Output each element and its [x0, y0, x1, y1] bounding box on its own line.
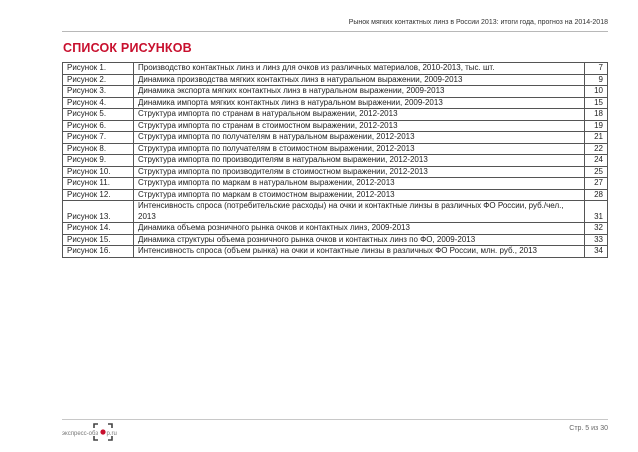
- figure-page: 27: [585, 178, 608, 190]
- figure-row: [63, 223, 608, 235]
- figure-row: [63, 201, 608, 223]
- page-number: Стр. 5 из 30: [569, 425, 608, 432]
- running-header: Рынок мягких контактных линз в России 2013: итоги года, прогноз на 2014-2018: [348, 19, 608, 26]
- svg-text:экспресс-обз: экспресс-обз: [62, 431, 99, 437]
- figure-page: 21: [585, 132, 608, 144]
- figure-label: Рисунок 5.: [63, 109, 134, 121]
- figure-title: Структура импорта по производителям в натуральном выражении, 2012-2013: [134, 155, 585, 167]
- figure-page: 24: [585, 155, 608, 167]
- figure-label: Рисунок 2.: [63, 74, 134, 86]
- figure-title: Структура импорта по получателям в натуральном выражении, 2012-2013: [134, 132, 585, 144]
- figure-row: [63, 63, 608, 75]
- figure-title: Динамика экспорта мягких контактных линз в натуральном выражении, 2009-2013: [134, 86, 585, 98]
- figure-title: Интенсивность спроса (объем рынка) на очки и контактные линзы в различных ФО России, млн. руб., 2013: [134, 246, 585, 258]
- figure-label: Рисунок 1.: [63, 63, 134, 75]
- figure-row: [63, 234, 608, 246]
- figure-title: Структура импорта по маркам в натуральном выражении, 2012-2013: [134, 178, 585, 190]
- figure-title: Структура импорта по получателям в стоимостном выражении, 2012-2013: [134, 143, 585, 155]
- figure-row: [63, 132, 608, 144]
- figure-page: 10: [585, 86, 608, 98]
- figure-label: Рисунок 8.: [63, 143, 134, 155]
- figure-row: [63, 143, 608, 155]
- figures-table: [62, 62, 608, 258]
- figure-label: Рисунок 11.: [63, 178, 134, 190]
- figure-label: Рисунок 16.: [63, 246, 134, 258]
- figure-row: [63, 178, 608, 190]
- figure-title: Динамика производства мягких контактных линз в натуральном выражении, 2009-2013: [134, 74, 585, 86]
- figure-title: Структура импорта по маркам в стоимостном выражении, 2012-2013: [134, 189, 585, 201]
- figure-title: Структура импорта по странам в натуральном выражении, 2012-2013: [134, 109, 585, 121]
- figure-label: Рисунок 15.: [63, 234, 134, 246]
- figure-page: 31: [585, 201, 608, 223]
- figure-page: 7: [585, 63, 608, 75]
- figure-label: Рисунок 4.: [63, 97, 134, 109]
- publisher-logo: [62, 421, 152, 443]
- figure-label: Рисунок 12.: [63, 189, 134, 201]
- figure-page: 19: [585, 120, 608, 132]
- figure-title: Структура импорта по производителям в стоимостном выражении, 2012-2013: [134, 166, 585, 178]
- figure-label: Рисунок 3.: [63, 86, 134, 98]
- footer-divider: [62, 419, 608, 420]
- figure-title: Производство контактных линз и линз для очков из различных материалов, 2010-2013, тыс. шт.: [134, 63, 585, 75]
- figure-row: [63, 86, 608, 98]
- figure-row: [63, 109, 608, 121]
- figure-label: Рисунок 7.: [63, 132, 134, 144]
- figure-row: [63, 189, 608, 201]
- figure-row: [63, 246, 608, 258]
- figure-title: Интенсивность спроса (потребительские расходы) на очки и контактные линзы в различных ФО России, руб./чел., 2013: [134, 201, 585, 223]
- section-title: СПИСОК РИСУНКОВ: [63, 41, 192, 55]
- figure-label: Рисунок 6.: [63, 120, 134, 132]
- figure-page: 9: [585, 74, 608, 86]
- figure-page: 22: [585, 143, 608, 155]
- figure-row: [63, 97, 608, 109]
- figure-page: 28: [585, 189, 608, 201]
- svg-text:р.ru: р.ru: [106, 431, 117, 437]
- figure-page: 18: [585, 109, 608, 121]
- figure-title: Динамика структуры объема розничного рынка очков и контактных линз по ФО, 2009-2013: [134, 234, 585, 246]
- figure-page: 34: [585, 246, 608, 258]
- figure-label: Рисунок 10.: [63, 166, 134, 178]
- header-divider: [62, 31, 608, 32]
- figure-page: 32: [585, 223, 608, 235]
- figure-row: [63, 155, 608, 167]
- figure-row: [63, 166, 608, 178]
- figure-row: [63, 120, 608, 132]
- figures-table-body: [63, 63, 608, 258]
- figure-label: Рисунок 9.: [63, 155, 134, 167]
- figure-title: Динамика импорта мягких контактных линз в натуральном выражении, 2009-2013: [134, 97, 585, 109]
- figure-page: 15: [585, 97, 608, 109]
- figure-row: [63, 74, 608, 86]
- figure-page: 25: [585, 166, 608, 178]
- figure-title: Динамика объема розничного рынка очков и контактных линз, 2009-2013: [134, 223, 585, 235]
- figure-label: Рисунок 14.: [63, 223, 134, 235]
- figure-label: Рисунок 13.: [63, 201, 134, 223]
- figure-title: Структура импорта по странам в стоимостном выражении, 2012-2013: [134, 120, 585, 132]
- figure-page: 33: [585, 234, 608, 246]
